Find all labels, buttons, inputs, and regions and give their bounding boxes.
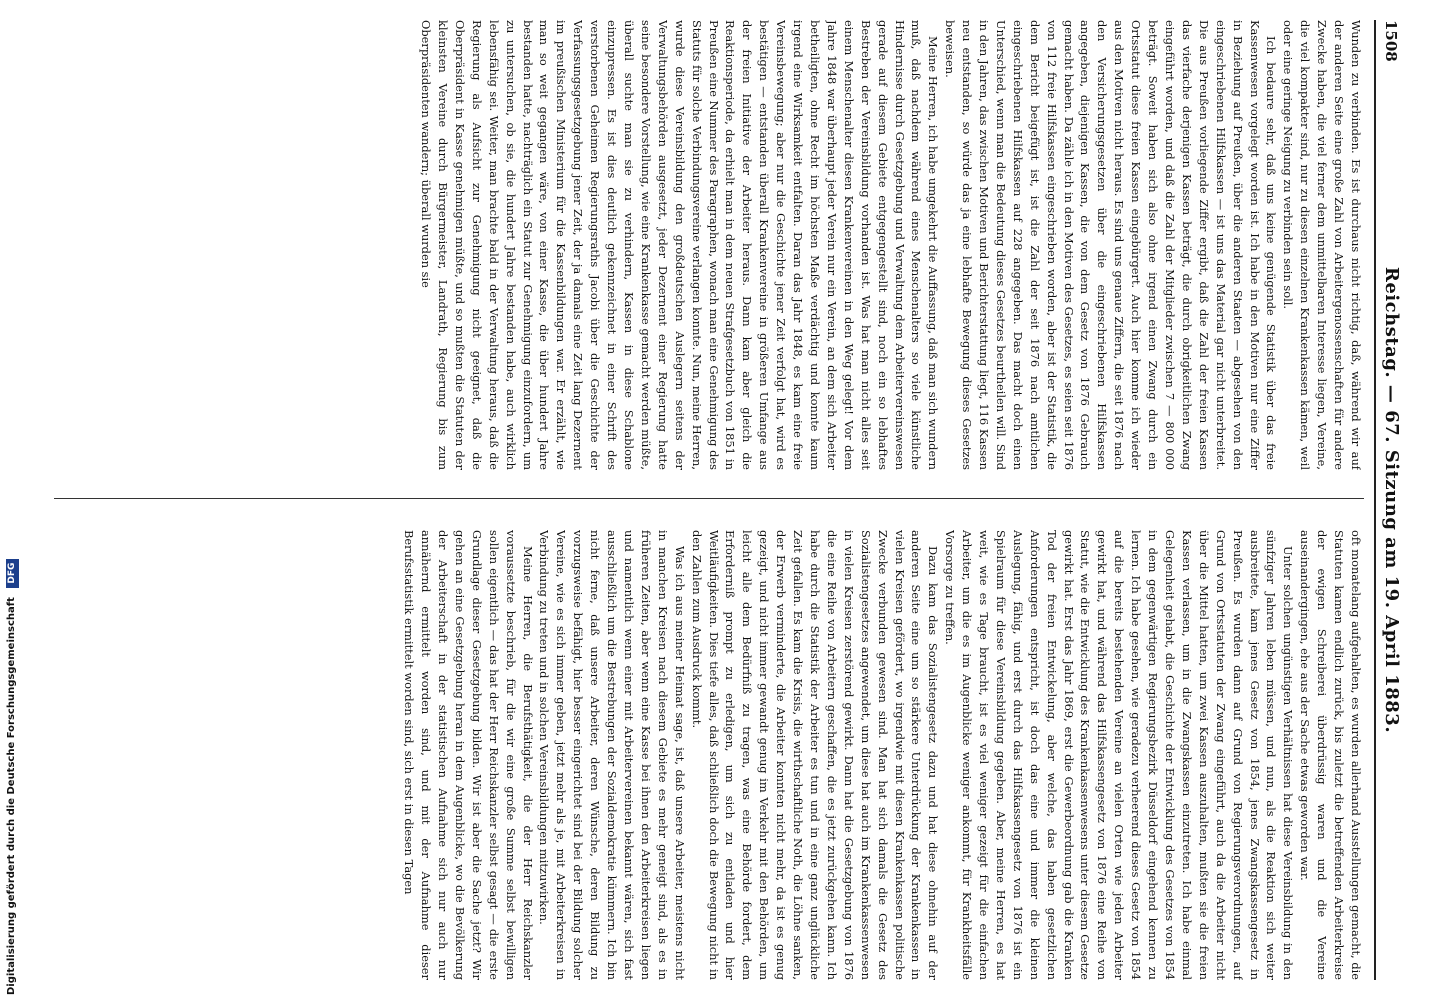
page-number: 1508 <box>1382 20 1400 62</box>
paragraph: Wunden zu verbinden. Es ist durchaus nicht richtig, daß, während wir auf der anderen Seite eine große Zahl von Arbeitergenossenschaften für andere Zwecke haben, die viel ferner dem unmittelbaren Interesse liegen, Vereine, die viel kompakter sind, nur zu diesen einzelnen Krankenkassen kämen, weil oder eine geringe Neigung zu verbinden sein soll. <box>1281 20 1363 470</box>
dfg-logo: DFG <box>6 559 19 588</box>
digitization-credit <box>6 559 19 995</box>
page-header <box>1374 20 1402 980</box>
paragraph: oft monatelang aufgehalten, es wurden allerhand Ausstellungen gemacht, die Statuten kamen endlich zurück, bis zuletzt die betreffenden Arbeiterkreise der ewigen Schreiberei überdrüssig waren und die Vereine auseinandergingen, ehe aus der Sache etwas geworden war. <box>1298 530 1363 980</box>
text-column-left <box>64 20 1364 470</box>
digitization-note: Digitalisierung gefördert durch die Deutsche Forschungsgemeinschaft <box>6 597 17 995</box>
running-title: Reichstag. — 67. Sitzung am 19. April 1883. <box>1381 266 1402 734</box>
paragraph: Dazu kam das Sozialistengesetz dazu und hat diese ohnehin auf der anderen Seite eine um so stärkere Unterdrückung der Krankenkassen in vielen Kreisen gefördert, wo irgendwie mit diesen Krankenkassen politische Zwecke verbunden gewesen sind. Man hat sich damals die Gesetz des Sozialistengesetzes angewendet, um diese hat auch im Krankenkassenwesen in vielen Kreisen zerstörend gewirkt. Dann hat die Gesetzgebung von 1876 die eine Reihe von Arbeitern geschaffen, die es jetzt zurückgehen kann. Ich habe durch die Statistik der Arbeiter es tun und in eine ganz unglückliche Zeit gefallen. Es kam die Krisis, die wirthschaftliche Noth, die Löhne sanken, der Erwerb verminderte, die Arbeiter konnten nicht mehr, da ist es genug gezeigt, und nicht immer gewandt genug im Verkehr mit den Behörden, um leicht alle dem Bedürfniß zu tragen, was eine Behörde fordert, dem Erforderniß prompt zu erledigen, um sich zu entladen und hier Weitläufigkeiten. Dies tiefe alles, daß schließlich doch die Bewegung nicht in den Zahlen zum Ausdruck kommt. <box>689 530 941 980</box>
paragraph: Meine Herren, die Berufsthätigkeit, die der Herr Reichskanzler voraussetzte beschrieb, für die wir eine große Summe selbst bewilligen sollen eigentlich — das hat der Herr Reichskanzler selbst gesagt — die erste Grundlage dieser Gesetzgebung bilden. Wir ist aber die Sache jetzt? Wir gehen an eine Gesetzgebung heran in dem Augenblicke, wo die Bevölkerung der Arbeiterschaft in der statistischen Aufnahme sich nur auch nur annähernd ermittelt worden sind, und mit der Aufnahme dieser Berufsstatistik ermittelt worden sind, sich erst in diesen Tagen <box>402 530 535 980</box>
column-divider <box>54 498 1364 499</box>
paragraph: Was ich aus meiner Heimat sage, ist, daß unsere Arbeiter, meistens nicht in manchen Kreisen nach diesem Gebiete es mehr geneigt sind, als es in früheren Zeiten, aber wenn eine Kasse bei ihnen den Arbeiterkreisen liegen und namentlich wenn einer mit Arbeitervereinen bekannt wären, sich fast ausschließlich um die Bestrebungen der Sozialdemokratie kümmern. Ich bin nicht ferne, daß unsere Arbeiter, deren Wünsche, deren Bildung zu vorzugsweise befähigt, hier besser eingerichtet sind bei der Bildung solcher Vereine, wie es sich immer geben, jetzt mehr als je, mit Arbeiterkreisen in Verbindung zu treten und in solchen Vereinsbildungen mitzuwirken. <box>537 530 687 980</box>
paragraph: Unter solchen ungünstigen Verhältnissen hat diese Vereinsbildung in den sünfziger Jahren leben müssen, und nun, als die Reaktion sich weiter ausbreitete, kam jenes Gesetz von 1854, jenes Zwangskassengesetz in Preußen. Es wurden dann auf Grund von Regierungsverordnungen, auf Grund von Ortsstatuten der Zwang eingeführt, auch da die Arbeiter nicht über die Mittel hatten, um zwei Kassen auszuhalten, mußten sie die freien Kassen verlassen, um in die Zwangskassen einzutreten. Ich habe einmal Gelegenheit gehabt, die Geschichte der Entwicklung des Gesetzes von 1854 in dem gegenwärtigen Regierungsbezirk Düsseldorf eingehend kennen zu lernen. Ich habe gesehen, wie geradezu verheerend dieses Gesetz von 1854 auf die bereits bestehenden Vereine an vielen Orten wie jeden Arbeiter gewirkt hat, und während das Hilfskassengesetz von 1876 eine Reihe von Statut, wie die Entwicklung des Krankenkassenwesens unter diesem Gesetze gewirkt hat. Erst das Jahr 1869, erst die Gewerbeordnung gab die Kranken Tod der freien Entwickelung, aber welche, das haben gesetzlichen Anforderungen entspricht, ist doch das eine und immer die kleinen Auslegung, fähig, und erst durch das Hilfskassengesetz von 1876 ist ein Spielraum für diese Vereinsbildung gegeben. Aber, meine Herren, es hat weit, wie es Tage braucht, ist es viel weniger gezeigt für die einfachen Arbeiter, um die es im Augenblicke weniger ankommt, für Krankheitsfälle Vorsorge zu treffen. <box>943 530 1296 980</box>
paragraph: Ich bedaure sehr, daß uns keine genügende Statistik über das freie Kassenwesen vorgelegt worden ist. Ich habe in den Motiven nur eine Ziffer in Beziehung auf Preußen, über die anderen Staaten — abgesehen von den eingeschriebenen Hilfskassen — ist uns das Material gar nicht unterbreitet. Die aus Preußen vorliegende Ziffer ergibt, daß die Zahl der freien Kassen das vierfache derjenigen Kassen beträgt, die durch obrigkeitlichen Zwang eingeführt worden, und daß die Zahl der Mitglieder zwischen 7 — 800 000 beträgt. Soweit haben sich also ohne irgend einen Zwang durch ein Ortsstatut diese freien Kassen eingebürgert. Auch hier komme ich wieder aus den Motiven nicht heraus. Es sind uns genaue Ziffern, die seit 1876 nach den Versicherungsgesetzen über die eingeschriebenen Hilfskassen angegeben, diejenigen Kassen, die von dem Gesetz von 1876 Gebrauch gemacht haben. Da zähle ich in den Motiven des Gesetzes, es seien seit 1876 von 112 freie Hilfskassen eingeschrieben worden, aber ist der Statistik, die dem Bericht beigefügt ist, ist die Zahl der seit 1876 nach amtlichen eingeschriebenen Hilfskassen auf 228 angegeben. Das macht doch einen Unterschied, wenn man die Bedeutung dieses Gesetzes beurtheilen will. Sind in den Jahren, das zwischen Motiven und Berichterstattung liegt, 116 Kassen neu entstanden, so würde das ja eine lebhafte Bewegung dieses Gesetzes beweisen. <box>943 20 1279 470</box>
paragraph: Meine Herren, ich habe umgekehrt die Auffassung, daß man sich wundern muß, daß nachdem während eines Menschenalters so viele künstliche Hindernisse durch Gesetzgebung und Verwaltung dem Arbeitervereinswesen gerade auf diesem Gebiete entgegengestellt sind, noch ein so lebhaftes Bestreben der Vereinsbildung vorhanden ist. Was hat man nicht alles seit einem Menschenalter diesen Krankenvereinen in den Weg gelegt! Vor dem Jahre 1848 war überhaupt jeder Verein nur ein Verein, an dem sich Arbeiter betheiligten, ohne Recht im höchsten Maße verdächtig und konnte kaum irgend eine Wirksamkeit entfalten. Daran das Jahr 1848, es kam eine freie Vereinsbewegung; aber nur die Geschichte jener Zeit verfolgt hat, wird es bestätigen — entstanden überall Krankenvereine in größeren Umfange aus der freien Initiative der Arbeiter heraus. Dann kam aber gleich die Reaktionsperiode, da erhielt man in dem neuen Strafgesetzbuch von 1851 in Preußen eine Nummer des Paragraphen, wonach man eine Genehmigung des Statuts für solche Verbindungsvereine verlangen konnte. Nun, meine Herren, wurde diese Vereinsbildung den großdeutschen Auslegern seitens der Verwaltungsbehörden ausgesetzt, jeder Dezernent einer Regierung hatte seine besondere Vorstellung, wie eine Krankenkasse gemacht werden müßte, überall suchte man sie zu verhindern, Kassen in diese Schablone einzupressen. Es ist dies deutlich gekennzeichnet in einer Schrift des verstorbenen Geheimen Regierungsraths Jacobi über die Geschichte der Verfassungsgesetzgebung jener Zeit, der ja damals eine Zeit lang Dezernent im preußischen Ministerium für die Kassenbildungen war. Er erzählt, wie man so weit gegangen wäre, von einer Kasse, die über hundert Jahre bestanden hatte, nachträglich ein Statut zur Genehmigung einzufordern, um zu untersuchen, ob sie, die hundert Jahre bestanden habe, auch wirklich lebensfähig sei. Weiter, man brachte bald in der Verwaltung heraus, daß die Regierung als Aufsicht zur Genehmigung nicht geeignet, daß die Oberpräsident in Kasse genehmigen müßte, und so mußten die Statuten der kleinsten Vereine durch Bürgermeister, Landrath, Regierung bis zum Oberpräsidenten wandern; überall wurden sie <box>419 20 941 470</box>
text-column-right <box>64 530 1364 980</box>
